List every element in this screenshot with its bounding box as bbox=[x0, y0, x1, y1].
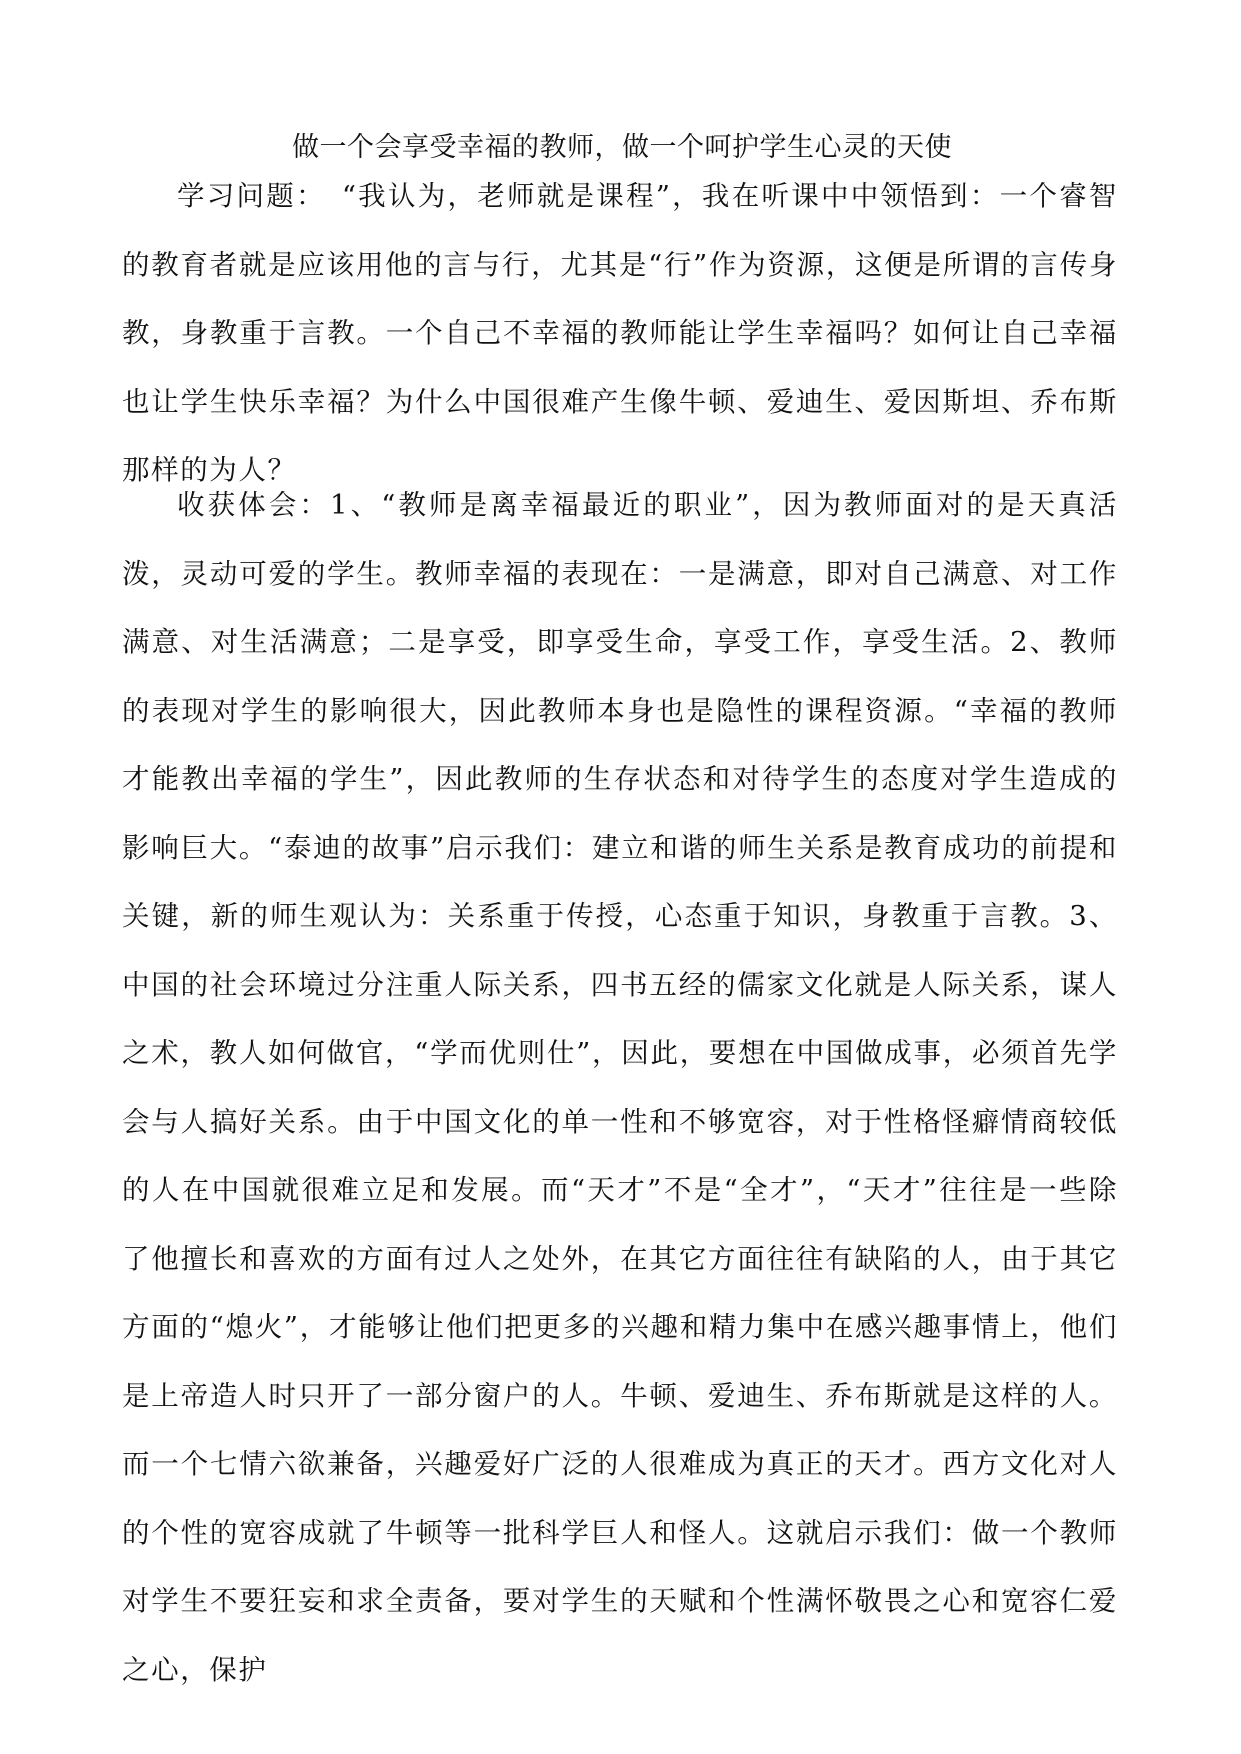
paragraph-learning-gains: 收获体会：1、“教师是离幸福最近的职业”，因为教师面对的是天真活泼，灵动可爱的学生。教师幸福的表现在：一是满意，即对自己满意、对工作满意、对生活满意；二是享受，即享受生命，享受工作，享受生活。2、教师的表现对学生的影响很大，因此教师本身也是隐性的课程资源。“幸福的教师才能教出幸福的学生”，因此教师的生存状态和对待学生的态度对学生造成的影响巨大。“泰迪的故事”启示我们：建立和谐的师生关系是教育成功的前提和关键，新的师生观认为：关系重于传授，心态重于知识，身教重于言教。3、中国的社会环境过分注重人际关系，四书五经的儒家文化就是人际关系，谋人之术，教人如何做官，“学而优则仕”，因此，要想在中国做成事，必须首先学会与人搞好关系。由于中国文化的单一性和不够宽容，对于性格怪癖情商较低的人在中国就很难立足和发展。而“天才”不是“全才”，“天才”往往是一些除了他擅长和喜欢的方面有过人之处外，在其它方面往往有缺陷的人，由于其它方面的“熄火”，才能够让他们把更多的兴趣和精力集中在感兴趣事情上，他们是上帝造人时只开了一部分窗户的人。牛顿、爱迪生、乔布斯就是这样的人。而一个七情六欲兼备，兴趣爱好广泛的人很难成为真正的天才。西方文化对人的个性的宽容成就了牛顿等一批科学巨人和怪人。这就启示我们：做一个教师对学生不要狂妄和求全责备，要对学生的天赋和个性满怀敬畏之心和宽容仁爱之心，保护 bbox=[122, 489, 1118, 1686]
document-title: 做一个会享受幸福的教师，做一个呵护学生心灵的天使 bbox=[292, 132, 952, 163]
paragraph-learning-questions: 学习问题： “我认为，老师就是课程”，我在听课中中领悟到：一个睿智的教育者就是应该用他的言与行，尤其是“行”作为资源，这便是所谓的言传身教，身教重于言教。一个自己不幸福的教师能让学生幸福吗？如何让自己幸福也让学生快乐幸福？为什么中国很难产生像牛顿、爱迪生、爱因斯坦、乔布斯那样的为人？ bbox=[122, 180, 1118, 486]
